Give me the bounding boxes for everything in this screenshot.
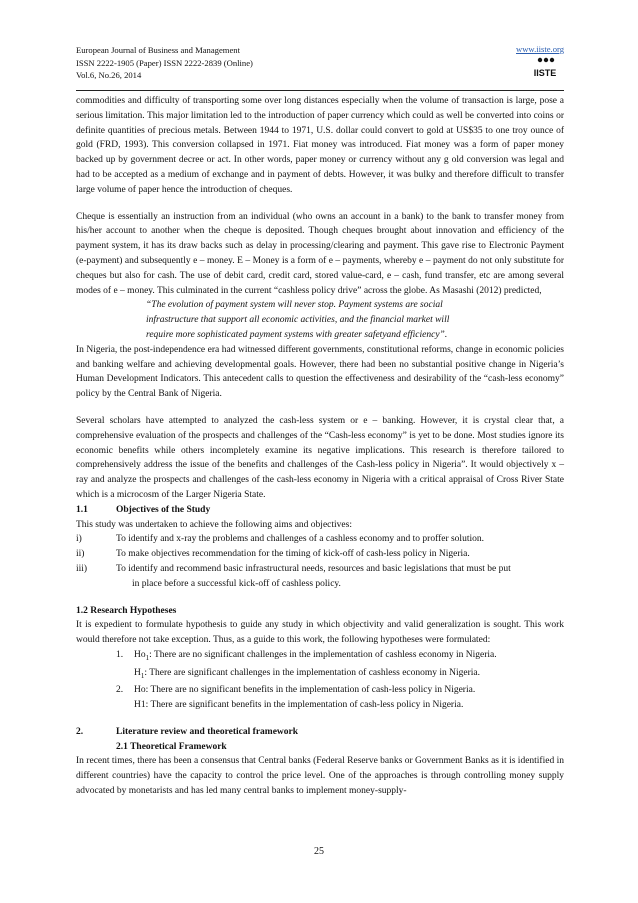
list-number: iii) — [76, 563, 88, 574]
hypothesis-subscript: 1 — [145, 653, 150, 662]
list-item — [76, 547, 564, 562]
hypotheses-intro: It is expedient to formulate hypothesis to guide any study in which objectivity and valid generalization is sought. This work would therefore not take exception. Thus, as a guide to this work, the following hypotheses were formulated: — [76, 620, 564, 646]
paragraph-3: In Nigeria, the post-independence era had witnessed different governments, constitutional reforms, change in economic policies and banking welfare and achieving developmental goals. However, there had been no substantial positive change in Nigeria’s Human Development Indicators. This antecedent calls to question the effectiveness and desirability of the “cash-less economy” policy by the Central Bank of Nigeria. — [76, 344, 564, 400]
section-2-1-heading: 2.1 Theoretical Framework — [116, 741, 227, 752]
hypothesis-h0 — [116, 683, 564, 698]
section-number: 1.1 — [76, 504, 88, 515]
journal-volume: Vol.6, No.26, 2014 — [76, 70, 142, 81]
logo-text: IISTE — [533, 68, 557, 78]
list-number: ii) — [76, 549, 85, 560]
list-text: To identify and x-ray the problems and challenges of a cashless economy and to proffer solution. — [116, 534, 484, 545]
section-title: Objectives of the Study — [116, 504, 211, 515]
main-text — [76, 94, 564, 799]
hypothesis-label: H — [134, 667, 141, 678]
section-1-2-heading: 1.2 Research Hypotheses — [76, 605, 177, 616]
hypothesis-text: Ho: There are no significant benefits in the implementation of cash-less policy in Nigeria. — [134, 685, 476, 696]
section-2-heading — [76, 725, 564, 740]
hypothesis-h1 — [116, 698, 564, 713]
list-number: i) — [76, 534, 82, 545]
hypothesis-text: H1: There are significant benefits in the implementation of cash-less policy in Nigeria. — [134, 700, 464, 711]
paragraph-5: In recent times, there has been a consensus that Central banks (Federal Reserve banks or Government Banks as it is identified in different countries) have the capacity to control the price level. One of the approaches is through controlling money supply advocated by monetarists and has led many central banks to implement money-supply- — [76, 756, 564, 797]
list-text: To make objectives recommendation for the timing of kick-off of cash-less policy in Nigeria. — [116, 549, 470, 560]
hypothesis-h1 — [116, 666, 564, 684]
hypotheses-list — [116, 648, 564, 713]
iiste-logo-icon — [532, 56, 558, 82]
hypothesis-number: 2. — [116, 685, 124, 696]
list-item — [76, 562, 564, 577]
objectives-intro: This study was undertaken to achieve the following aims and objectives: — [76, 519, 352, 530]
section-1-1-heading — [76, 503, 564, 518]
hypothesis-text: : There are significant challenges in the implementation of cashless economy in Nigeria. — [144, 667, 481, 678]
block-quote: “The evolution of payment system will never stop. Payment systems are social infrastructure that support all economic activities, and the financial market will require more sophisticated payment systems with greater safetyand efficiency”. — [146, 300, 450, 340]
hypothesis-text: : There are no significant challenges in the implementation of cashless economy in Nigeria. — [149, 649, 497, 660]
list-item — [76, 532, 564, 547]
paragraph-1: commodities and difficulty of transporting some over long distances especially when the volume of transaction is large, pose a serious limitation. This major limitation led to the introduction of paper currency which could as well be converted into coins or definite quantities of precious metals. Between 1944 to 1971, U.S. dollar could convert to gold at US$35 to one troy ounce of gold (FRD, 1993). This conversion collapsed in 1971. Fiat money was introduced. Fiat money was a form of paper money backed up by government decree or act. In other words, paper money or currency without any g old conversion was legal and had to be accepted as a medium of exchange and in payment of debts. However, it was bulky and therefore difficult to transfer large volume of paper hence the introduction of cheques. — [76, 96, 564, 195]
page-number: 25 — [314, 846, 324, 857]
header-rule — [76, 90, 564, 91]
hypothesis-number: 1. — [116, 649, 124, 660]
journal-issn: ISSN 2222-1905 (Paper) ISSN 2222-2839 (Online) — [76, 57, 253, 68]
list-text: To identify and recommend basic infrastructural needs, resources and basic legislations that must be put — [116, 563, 511, 574]
hypothesis-subscript: 1 — [140, 671, 145, 680]
list-continuation: in place before a successful kick-off of cashless policy. — [132, 578, 341, 589]
hypothesis-label: Ho — [134, 649, 146, 660]
paragraph-4: Several scholars have attempted to analyzed the cash-less system or e – banking. However, it is crystal clear that, a comprehensive evaluation of the prospects and challenges of the “Cash-less economy” is yet to be done. Most studies ignore its economic benefits while others incompletely examine its negative implications. This research is therefore tailored to comprehensively address the issue of the benefits and challenges of the Cash-less policy in Nigeria”. It would objectively x – ray and analyze the prospects and challenges of the cash-less economy in Nigeria with a critical appraisal of Cross River State which is a microcosm of the Larger Nigeria State. — [76, 415, 564, 500]
section-title: Literature review and theoretical framework — [116, 726, 299, 737]
journal-header — [76, 44, 564, 90]
journal-title: European Journal of Business and Management — [76, 45, 240, 55]
section-number: 2. — [76, 726, 84, 737]
paragraph-2: Cheque is essentially an instruction from an individual (who owns an account in a bank) to the bank to transfer money from his/her account to another when the cheque is deposited. Though cheques brought about innovation and efficiency of the payment system, it has its draw backs such as delay in processing/clearing and payment. This gave rise to Electronic Payment (e-payment) and subsequently e – money. E – Money is a form of e – payments, whereby e – payment do not only substitute for cheques but also for cash. The use of debit card, credit card, stored value-card, e – cash, fund transfer, etc are among several modes of e – money. This culminated in the current “cashless policy drive” across the globe. As Masashi (2012) predicted, — [76, 211, 564, 296]
hypothesis-h0 — [116, 648, 564, 666]
journal-url-link[interactable]: www.iiste.org — [516, 44, 564, 54]
